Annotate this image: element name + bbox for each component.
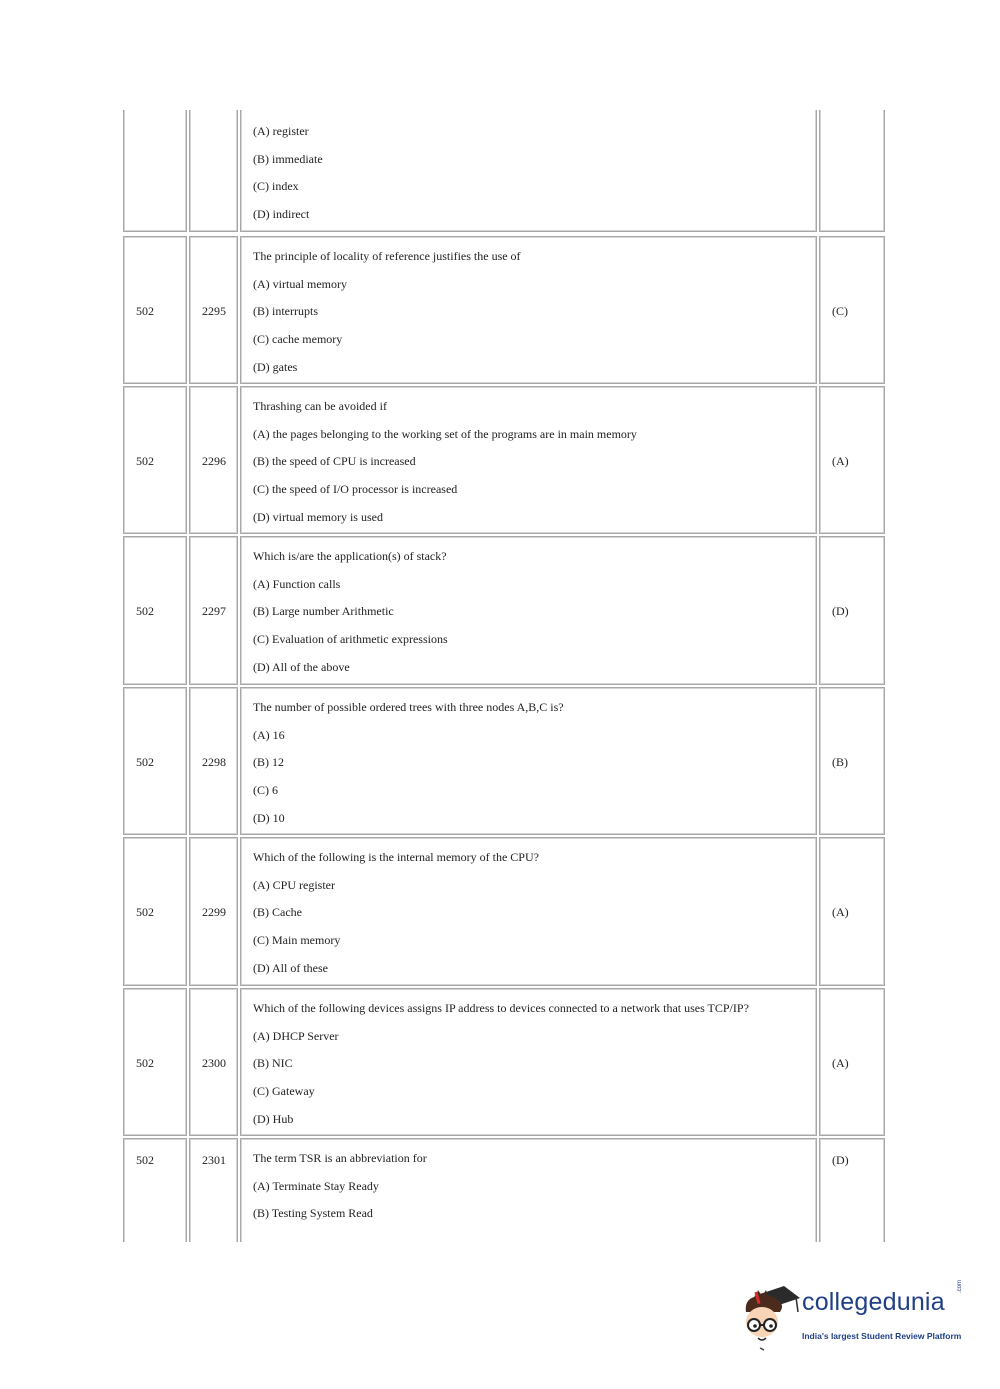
answer-cell-text: (B) [832, 755, 848, 770]
question-number-cell-text: 2300 [202, 1056, 226, 1071]
question-cell [240, 837, 817, 986]
option-text: (A) CPU register [253, 877, 335, 892]
logo-suffix: .com [957, 1279, 963, 1293]
option-text: (C) index [253, 179, 299, 194]
question-number-cell-text: 2297 [202, 604, 226, 619]
question-cell [240, 110, 817, 232]
table-row [123, 988, 885, 1136]
question-number-cell-text: 2295 [202, 304, 226, 319]
option-text: (B) Testing System Read [253, 1206, 373, 1221]
option-text: (B) interrupts [253, 304, 318, 319]
question-number-cell-text: 2298 [202, 755, 226, 770]
answer-cell-text: (A) [832, 1056, 849, 1071]
answer-cell [819, 837, 885, 986]
option-text: (C) Main memory [253, 933, 341, 948]
paper-code-cell [123, 536, 187, 685]
table-row [123, 110, 885, 232]
question-number-cell [189, 687, 238, 835]
question-number-cell [189, 536, 238, 685]
option-text: (A) the pages belonging to the working set of the programs are in main memory [253, 426, 637, 441]
option-text: (C) Evaluation of arithmetic expressions [253, 632, 448, 647]
logo-wordmark: collegedunia [802, 1288, 945, 1316]
question-text: Which is/are the application(s) of stack? [253, 549, 447, 563]
paper-code-cell-text: 502 [136, 1056, 154, 1071]
question-number-cell [189, 837, 238, 986]
answer-cell [819, 988, 885, 1136]
question-text: Thrashing can be avoided if [253, 399, 387, 413]
paper-code-cell [123, 236, 187, 384]
option-text: (A) virtual memory [253, 276, 347, 291]
paper-code-cell [123, 110, 187, 232]
question-number-cell-text: 2296 [202, 454, 226, 469]
option-text: (A) DHCP Server [253, 1028, 339, 1043]
option-text: (C) Gateway [253, 1084, 315, 1099]
table-row [123, 536, 885, 685]
option-text: (D) All of the above [253, 659, 350, 674]
option-text: (C) 6 [253, 783, 278, 798]
question-number-cell [189, 110, 238, 232]
option-text: (D) 10 [253, 810, 285, 825]
answer-cell [819, 1138, 885, 1242]
option-text: (D) All of these [253, 960, 328, 975]
answer-cell [819, 236, 885, 384]
question-number-cell [189, 988, 238, 1136]
table-row [123, 837, 885, 986]
student-mascot-icon [740, 1282, 802, 1352]
question-cell [240, 386, 817, 534]
question-number-cell-text: 2299 [202, 905, 226, 920]
option-text: (D) gates [253, 359, 298, 374]
answer-cell [819, 687, 885, 835]
option-text: (A) Function calls [253, 576, 341, 591]
option-text: (B) Large number Arithmetic [253, 604, 394, 619]
paper-code-cell [123, 988, 187, 1136]
paper-code-cell-text: 502 [136, 905, 154, 920]
answer-cell-text: (A) [832, 905, 849, 920]
question-cell [240, 687, 817, 835]
option-text: (D) virtual memory is used [253, 509, 383, 524]
question-number-cell [189, 236, 238, 384]
table-row [123, 236, 885, 384]
table-row [123, 687, 885, 835]
option-text: (B) immediate [253, 151, 323, 166]
paper-code-cell-text: 502 [136, 454, 154, 469]
question-number-cell [189, 386, 238, 534]
paper-code-cell-text: 502 [136, 604, 154, 619]
answer-cell-text: (D) [832, 1153, 849, 1167]
question-text: The principle of locality of reference justifies the use of [253, 249, 521, 263]
answer-cell [819, 386, 885, 534]
option-text: (C) the speed of I/O processor is increased [253, 482, 458, 497]
answer-cell [819, 536, 885, 685]
answer-cell-text: (A) [832, 454, 849, 469]
answer-cell-text: (D) [832, 604, 849, 619]
question-cell [240, 236, 817, 384]
option-text: (A) register [253, 124, 309, 138]
option-text: (D) Hub [253, 1111, 294, 1126]
option-text: (B) Cache [253, 905, 302, 920]
question-cell [240, 536, 817, 685]
option-text: (B) the speed of CPU is increased [253, 454, 416, 469]
answer-cell [819, 110, 885, 232]
option-text: (C) cache memory [253, 332, 343, 347]
option-text: (D) indirect [253, 207, 310, 222]
question-cell [240, 1138, 817, 1242]
option-text: (B) NIC [253, 1056, 293, 1071]
question-text: Which of the following is the internal memory of the CPU? [253, 850, 539, 864]
question-number-cell [189, 1138, 238, 1242]
paper-code-cell [123, 687, 187, 835]
option-text: (B) 12 [253, 755, 284, 770]
paper-code-cell-text: 502 [136, 1153, 154, 1167]
question-cell [240, 988, 817, 1136]
paper-code-cell [123, 1138, 187, 1242]
paper-code-cell [123, 837, 187, 986]
question-table [123, 110, 885, 1242]
question-text: Which of the following devices assigns IP address to devices connected to a network that uses TCP/IP? [253, 1001, 749, 1015]
question-number-cell-text: 2301 [202, 1153, 226, 1167]
option-text: (A) 16 [253, 727, 285, 742]
collegedunia-logo [740, 1279, 970, 1352]
paper-code-cell-text: 502 [136, 755, 154, 770]
question-text: The number of possible ordered trees with three nodes A,B,C is? [253, 700, 564, 714]
answer-cell-text: (C) [832, 304, 848, 319]
option-text: (A) Terminate Stay Ready [253, 1178, 379, 1193]
paper-code-cell-text: 502 [136, 304, 154, 319]
table-row [123, 386, 885, 534]
question-text: The term TSR is an abbreviation for [253, 1151, 427, 1165]
table-row [123, 1138, 885, 1242]
paper-code-cell [123, 386, 187, 534]
logo-tagline: India's largest Student Review Platform [802, 1331, 962, 1341]
